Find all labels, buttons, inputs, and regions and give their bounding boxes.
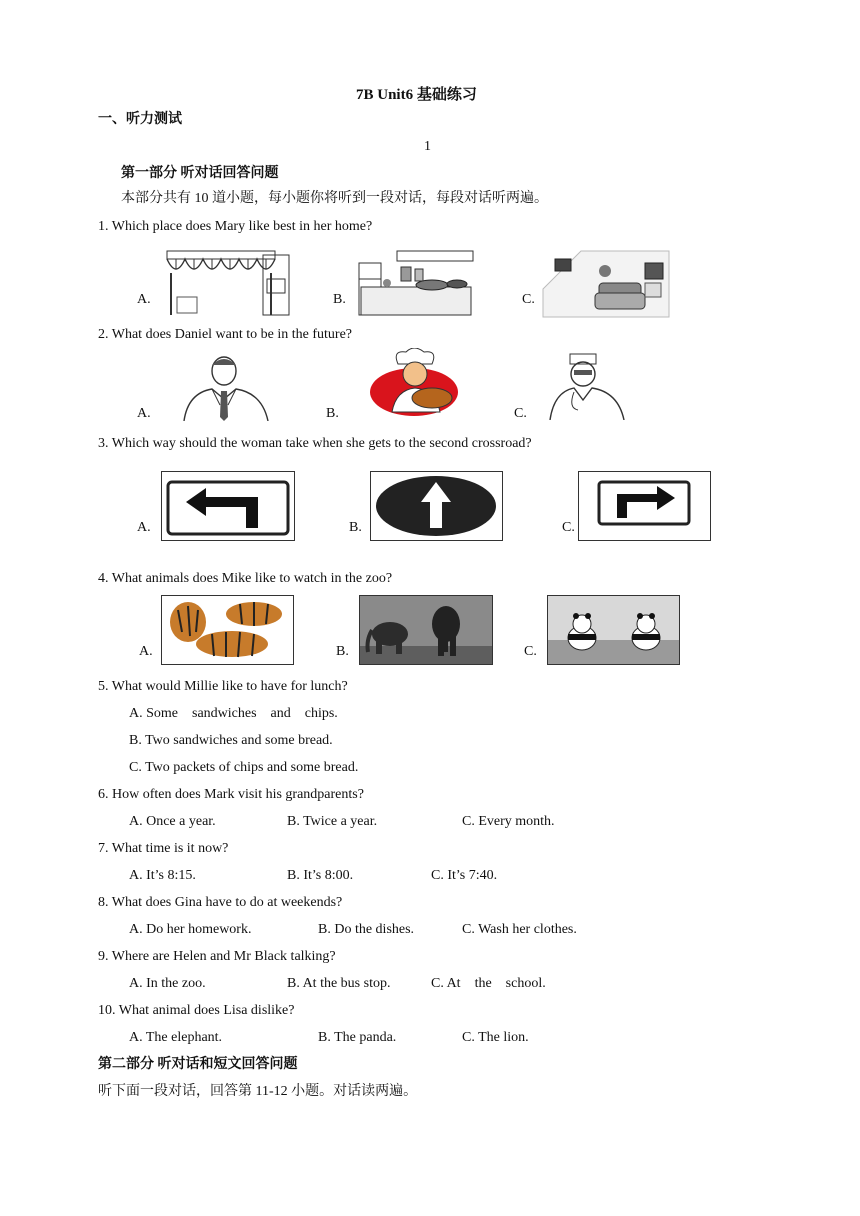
option-a: A. In the zoo. [129, 976, 206, 991]
option-label: B. [326, 406, 339, 421]
elephants-icon [359, 595, 493, 665]
turn-left-sign-icon [161, 471, 295, 541]
shop-awning-icon [163, 249, 293, 317]
option-label: C. [522, 292, 535, 307]
part2-heading: 第二部分 听对话和短文回答问题 [98, 1057, 298, 1072]
page-number: 1 [424, 139, 431, 154]
go-straight-sign-icon [370, 471, 503, 541]
question-6: 6. How often does Mark visit his grandparents? [98, 787, 364, 802]
option-a: A. Some sandwiches and chips. [129, 706, 338, 721]
option-label: C. [524, 644, 537, 659]
question-3: 3. Which way should the woman take when she gets to the second crossroad? [98, 436, 532, 451]
businessman-icon [176, 355, 276, 421]
question-7: 7. What time is it now? [98, 841, 229, 856]
option-b: B. At the bus stop. [287, 976, 391, 991]
option-a: A. Do her homework. [129, 922, 252, 937]
turn-right-sign-icon [578, 471, 711, 541]
page-title: 7B Unit6 基础练习 [356, 87, 477, 103]
question-4: 4. What animals does Mike like to watch in the zoo? [98, 571, 393, 586]
option-label: A. [137, 406, 151, 421]
option-a: A. Once a year. [129, 814, 216, 829]
option-c: C. At the school. [431, 976, 546, 991]
cook-icon [370, 348, 466, 418]
option-label: B. [349, 520, 362, 535]
tigers-icon [161, 595, 294, 665]
option-label: A. [137, 520, 151, 535]
kitchen-icon [357, 249, 475, 317]
option-c: C. The lion. [462, 1030, 529, 1045]
section-heading: 一、听力测试 [98, 112, 182, 127]
option-c: C. Every month. [462, 814, 555, 829]
question-10: 10. What animal does Lisa dislike? [98, 1003, 295, 1018]
option-b: B. The panda. [318, 1030, 397, 1045]
part1-instruction: 本部分共有 10 道小题，每小题你将听到一段对话，每段对话听两遍。 [121, 191, 548, 206]
question-8: 8. What does Gina have to do at weekends? [98, 895, 343, 910]
option-b: B. Two sandwiches and some bread. [129, 733, 333, 748]
option-b: B. Twice a year. [287, 814, 378, 829]
option-label: A. [139, 644, 153, 659]
option-label: B. [336, 644, 349, 659]
question-9: 9. Where are Helen and Mr Black talking? [98, 949, 336, 964]
option-label: B. [333, 292, 346, 307]
option-a: A. The elephant. [129, 1030, 223, 1045]
pandas-icon [547, 595, 680, 665]
option-b: B. It’s 8:00. [287, 868, 354, 883]
option-label: C. [562, 520, 575, 535]
option-a: A. It’s 8:15. [129, 868, 196, 883]
option-c: C. Two packets of chips and some bread. [129, 760, 359, 775]
question-1: 1. Which place does Mary like best in her home? [98, 219, 373, 234]
option-c: C. Wash her clothes. [462, 922, 577, 937]
part2-instruction: 听下面一段对话，回答第 11-12 小题。对话读两遍。 [98, 1084, 418, 1099]
question-2: 2. What does Daniel want to be in the future? [98, 327, 352, 342]
doctor-icon [544, 352, 628, 420]
option-label: C. [514, 406, 527, 421]
option-c: C. It’s 7:40. [431, 868, 498, 883]
living-room-icon [541, 249, 671, 319]
part1-heading: 第一部分 听对话回答问题 [121, 166, 279, 181]
option-b: B. Do the dishes. [318, 922, 415, 937]
option-label: A. [137, 292, 151, 307]
question-5: 5. What would Millie like to have for lunch? [98, 679, 348, 694]
